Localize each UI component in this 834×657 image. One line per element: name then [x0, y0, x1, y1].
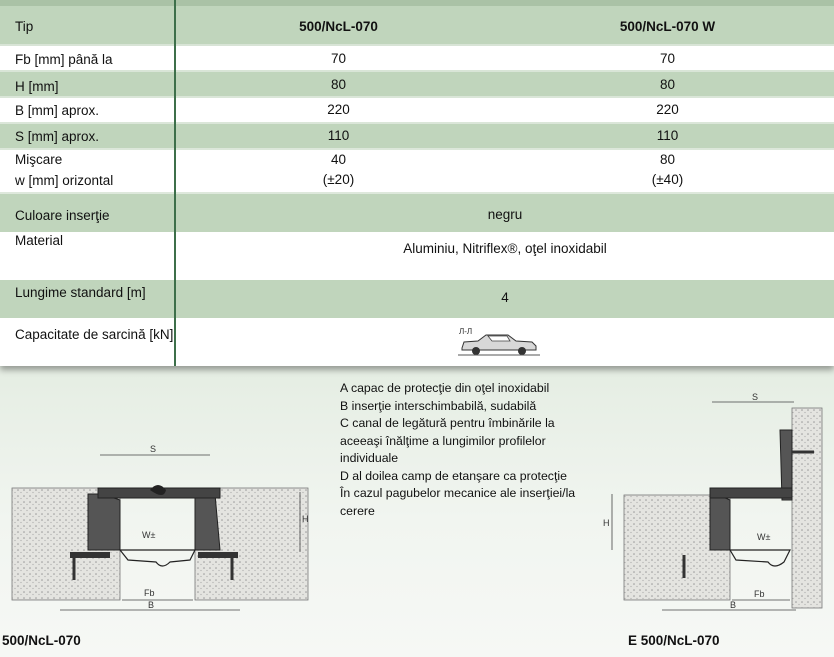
- row-value-col1: 80: [330, 77, 347, 92]
- note-d-cont2: cerere: [340, 503, 375, 518]
- row-value-col2: 80: [659, 152, 676, 167]
- row-label: Lungime standard [m]: [15, 285, 146, 300]
- legend-notes: [340, 380, 575, 520]
- dim-s-right: S: [752, 392, 759, 402]
- profile-right: [195, 494, 220, 550]
- lower-seal: [730, 550, 790, 566]
- table-row-culoare: [0, 194, 834, 232]
- dim-h-left: H: [302, 514, 309, 524]
- profile-floor: [710, 494, 730, 550]
- car-icon-label: Л-Л: [459, 327, 473, 336]
- table-row: [0, 124, 834, 148]
- dim-fb-left: Fb: [144, 588, 155, 598]
- note-a: A capac de protecţie din oţel inoxidabil: [340, 381, 550, 395]
- drawing-e-500-ncl-070: [602, 390, 830, 620]
- lower-seal: [120, 550, 195, 566]
- row-label-sub: w [mm] orizontal: [15, 173, 114, 188]
- row-label: Mişcare: [15, 152, 63, 167]
- note-d: D al doilea camp de etanşare ca protecţie: [340, 468, 567, 483]
- row-label: Fb [mm] până la: [15, 52, 113, 67]
- row-value-merged: negru: [487, 207, 523, 222]
- dim-w-left: W±: [142, 530, 156, 540]
- drawing-500-ncl-070: [10, 440, 315, 620]
- top-strip: [0, 0, 834, 6]
- dim-s-left: S: [150, 444, 157, 454]
- header-col2: 500/NcL-070 W: [619, 19, 716, 34]
- row-label: B [mm] aprox.: [15, 103, 100, 118]
- row-value-col1: 40: [330, 152, 347, 167]
- header-col1: 500/NcL-070: [299, 19, 378, 34]
- row-value-merged: Aluminiu, Nitriflex®, oţel inoxidabil: [403, 241, 607, 256]
- profile-left: [88, 494, 120, 550]
- caption-left: 500/NcL-070: [2, 633, 81, 648]
- row-value-col2: 70: [659, 51, 676, 66]
- table-row: [0, 46, 834, 70]
- table-row-miscare: [0, 150, 834, 192]
- car-icon: [458, 326, 540, 358]
- header-tip: Tip: [15, 19, 34, 34]
- row-value-col1: 110: [327, 128, 350, 143]
- row-label: S [mm] aprox.: [15, 129, 100, 144]
- cover-plate-angle: [710, 488, 792, 498]
- table-row: [0, 72, 834, 96]
- dim-w-right: W±: [757, 532, 771, 542]
- table-header-row: [0, 0, 834, 44]
- row-label: H [mm]: [15, 79, 59, 94]
- table-row: [0, 98, 834, 122]
- row-value-merged: 4: [501, 290, 509, 305]
- note-b: B inserţie interschimbabilă, sudabilă: [340, 398, 537, 413]
- row-label: Capacitate de sarcină [kN]: [15, 327, 174, 342]
- note-d-cont: În cazul pagubelor mecanice ale inserţiei/la: [340, 486, 576, 500]
- note-c: C canal de legătură pentru îmbinările la: [340, 416, 555, 430]
- base-flange-left: [70, 552, 110, 558]
- dim-h-right: H: [603, 518, 610, 528]
- table-row-material: [0, 232, 834, 280]
- row-label: Material: [15, 233, 64, 248]
- row-value-col2: 80: [659, 77, 676, 92]
- dim-b-right: B: [730, 600, 737, 610]
- row-value-col2-range: (±40): [651, 172, 684, 187]
- table-row-lungime: [0, 280, 834, 318]
- note-c-cont: aceeaşi înălţime a lungimilor profilelor: [340, 433, 546, 448]
- caption-right: E 500/NcL-070: [628, 633, 720, 648]
- base-flange-right: [198, 552, 238, 558]
- concrete-wall: [792, 408, 822, 608]
- column-divider: [174, 0, 176, 366]
- dim-fb-right: Fb: [754, 589, 765, 599]
- row-value-col1: 220: [327, 102, 350, 117]
- row-value-col1: 70: [330, 51, 347, 66]
- row-label: Culoare inserţie: [15, 208, 110, 223]
- note-c-cont2: individuale: [340, 451, 399, 465]
- dim-b-left: B: [148, 600, 155, 610]
- row-value-col1-range: (±20): [322, 172, 355, 187]
- row-value-col2: 110: [656, 128, 679, 143]
- table-row-capacitate: [0, 318, 834, 366]
- row-value-col2: 220: [656, 102, 679, 117]
